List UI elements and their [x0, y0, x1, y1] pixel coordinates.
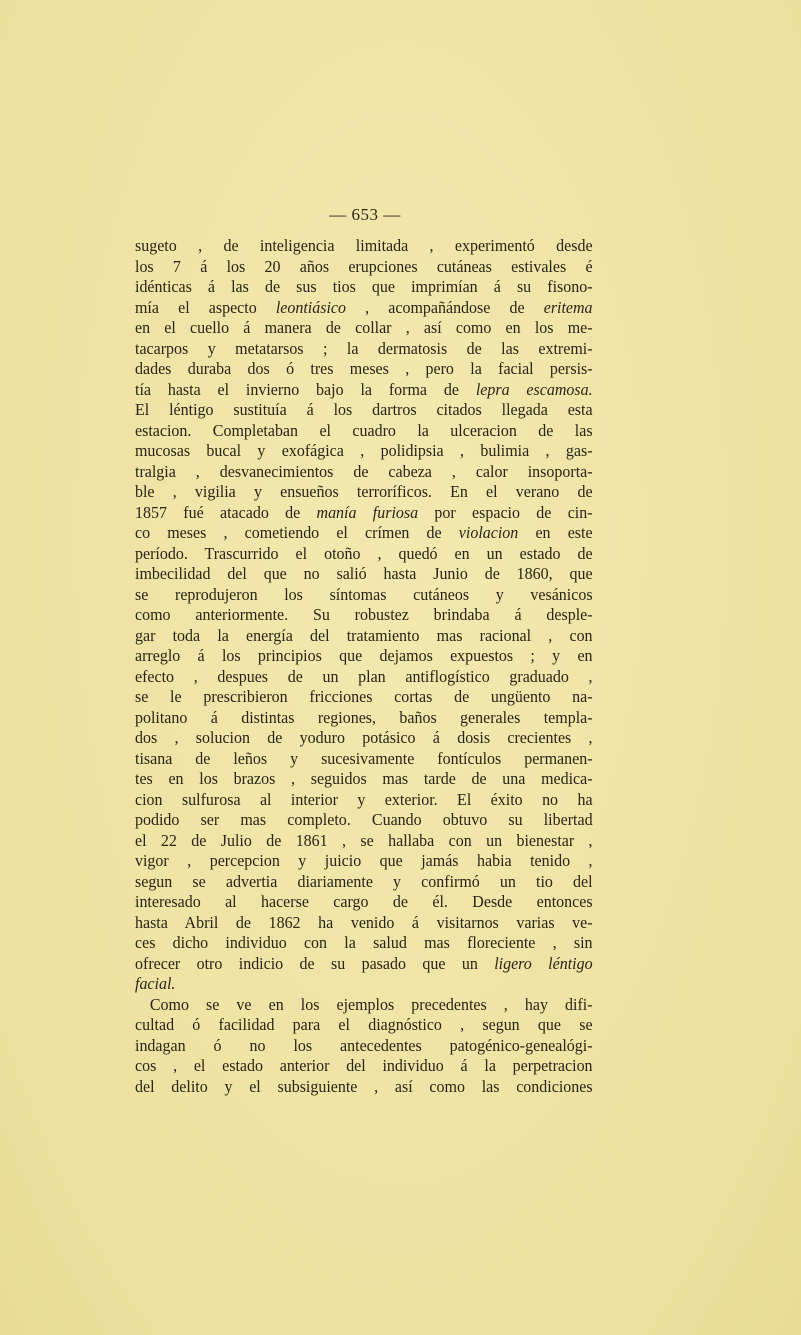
text-run: Como se ve en los ejemplos precedentes , hay difi-: [149, 994, 593, 1014]
text-run: ofrecer otro indicio de su pasado que un: [135, 953, 495, 973]
text-line: [135, 1015, 593, 1036]
text-line: [135, 400, 593, 421]
text-line: [135, 769, 593, 790]
text-line: [135, 421, 593, 442]
text-line: [135, 646, 593, 667]
text-line: [135, 1036, 593, 1057]
text-line: [135, 851, 593, 872]
text-line: [135, 380, 593, 401]
italic-text: eritema: [543, 297, 593, 317]
text-line: [135, 913, 593, 934]
text-line: [135, 339, 593, 360]
text-line: [135, 236, 593, 257]
text-run: efecto , despues de un plan antiflogístico graduado ,: [135, 666, 593, 686]
text-line: [135, 503, 593, 524]
text-line: [135, 667, 593, 688]
text-run: ble , vigilia y ensueños terroríficos. En el verano de: [135, 482, 593, 501]
text-line: [135, 482, 593, 503]
text-line: [135, 687, 593, 708]
text-run: interesado al hacerse cargo de él. Desde entonces: [135, 892, 593, 911]
text-run: cos , el estado anterior del individuo á la perpetracion: [135, 1056, 593, 1075]
text-run: tisana de leños y sucesivamente fontículos permanen-: [135, 748, 593, 768]
text-run: los 7 á los 20 años erupciones cutáneas estivales é: [135, 256, 593, 276]
text-run: período. Trascurrido el otoño , quedó en un estado de: [135, 543, 593, 563]
text-run: en este: [518, 523, 593, 542]
text-run: indagan ó no los antecedentes patogénico-genealógi-: [135, 1035, 593, 1055]
text-line: [135, 605, 593, 626]
text-run: como anteriormente. Su robustez brindaba á desple-: [135, 605, 593, 624]
text-line: [135, 441, 593, 462]
text-run: segun se advertia diariamente y confirmó un tio del: [135, 871, 593, 891]
text-line: [135, 790, 593, 811]
text-run: en el cuello á manera de collar , así como en los me-: [135, 318, 593, 337]
text-line: [135, 749, 593, 770]
text-run: idénticas á las de sus tios que imprimían á su fisono-: [135, 277, 593, 296]
text-run: el 22 de Julio de 1861 , se hallaba con un bienestar ,: [135, 830, 593, 850]
text-line: [135, 298, 593, 319]
text-line: [135, 257, 593, 278]
text-run: se reprodujeron los síntomas cutáneos y vesánicos: [135, 584, 593, 604]
text-line: [135, 1077, 593, 1098]
text-run: hasta Abril de 1862 ha venido á visitarnos varias ve-: [135, 912, 593, 932]
text-line: [135, 626, 593, 647]
text-run: mía el aspecto: [135, 297, 276, 317]
text-run: El léntigo sustituía á los dartros citados llegada esta: [135, 400, 593, 419]
text-line: [135, 995, 593, 1016]
text-run: gar toda la energía del tratamiento mas racional , con: [135, 625, 593, 645]
text-run: 1857 fué atacado de: [135, 502, 317, 522]
italic-text: manía furiosa: [316, 502, 419, 522]
text-run: co meses , cometiendo el crímen de: [135, 523, 459, 542]
text-run: dades duraba dos ó tres meses , pero la facial persis-: [135, 359, 593, 378]
text-run: tes en los brazos , seguidos mas tarde de una medica-: [135, 769, 593, 788]
text-run: tralgia , desvanecimientos de cabeza , calor insoporta-: [135, 461, 593, 481]
text-line: [135, 544, 593, 565]
text-line: [135, 728, 593, 749]
body-text: [135, 236, 593, 1097]
page-number: — 653 —: [329, 205, 401, 224]
italic-text: leontiásico: [275, 297, 347, 317]
text-line: [135, 1056, 593, 1077]
text-line: [135, 892, 593, 913]
italic-text: ligero léntigo: [494, 953, 593, 973]
text-run: mucosas bucal y exofágica , polidipsia , bulimia , gas-: [135, 441, 593, 460]
text-line: [135, 872, 593, 893]
text-line: [135, 359, 593, 380]
text-line: [135, 462, 593, 483]
text-run: por espacio de cin-: [418, 502, 593, 522]
text-line: [135, 585, 593, 606]
text-line: [135, 933, 593, 954]
text-line: [135, 318, 593, 339]
text-run: del delito y el subsiguiente , así como las condiciones: [135, 1076, 593, 1096]
text-run: tacarpos y metatarsos ; la dermatosis de las extremi-: [135, 338, 593, 358]
text-line: [135, 810, 593, 831]
text-line: [135, 954, 593, 975]
italic-text: violacion: [458, 523, 519, 542]
text-run: cultad ó facilidad para el diagnóstico , segun que se: [135, 1015, 593, 1034]
text-run: tía hasta el invierno bajo la forma de: [135, 379, 476, 399]
text-line: [135, 974, 593, 995]
text-line: [135, 523, 593, 544]
text-line: [135, 708, 593, 729]
text-run: , acompañándose de: [346, 297, 544, 317]
text-run: arreglo á los principios que dejamos expuestos ; y en: [135, 646, 593, 665]
text-run: ces dicho individuo con la salud mas floreciente , sin: [135, 933, 593, 952]
text-run: estacion. Completaban el cuadro la ulceracion de las: [135, 420, 593, 440]
italic-text: lepra escamosa.: [475, 379, 593, 399]
text-line: [135, 564, 593, 585]
text-run: se le prescribieron fricciones cortas de ungüento na-: [135, 687, 593, 706]
text-line: [135, 277, 593, 298]
text-run: cion sulfurosa al interior y exterior. El éxito no ha: [135, 789, 593, 809]
text-run: dos , solucion de yoduro potásico á dosis crecientes ,: [135, 728, 593, 747]
text-run: podido ser mas completo. Cuando obtuvo su libertad: [135, 810, 593, 829]
text-run: imbecilidad del que no salió hasta Junio de 1860, que: [135, 564, 593, 583]
italic-text: facial.: [135, 974, 176, 993]
text-run: sugeto , de inteligencia limitada , experimentó desde: [135, 236, 593, 255]
text-line: [135, 831, 593, 852]
text-run: vigor , percepcion y juicio que jamás habia tenido ,: [135, 851, 593, 870]
text-run: politano á distintas regiones, baños generales templa-: [135, 707, 593, 727]
